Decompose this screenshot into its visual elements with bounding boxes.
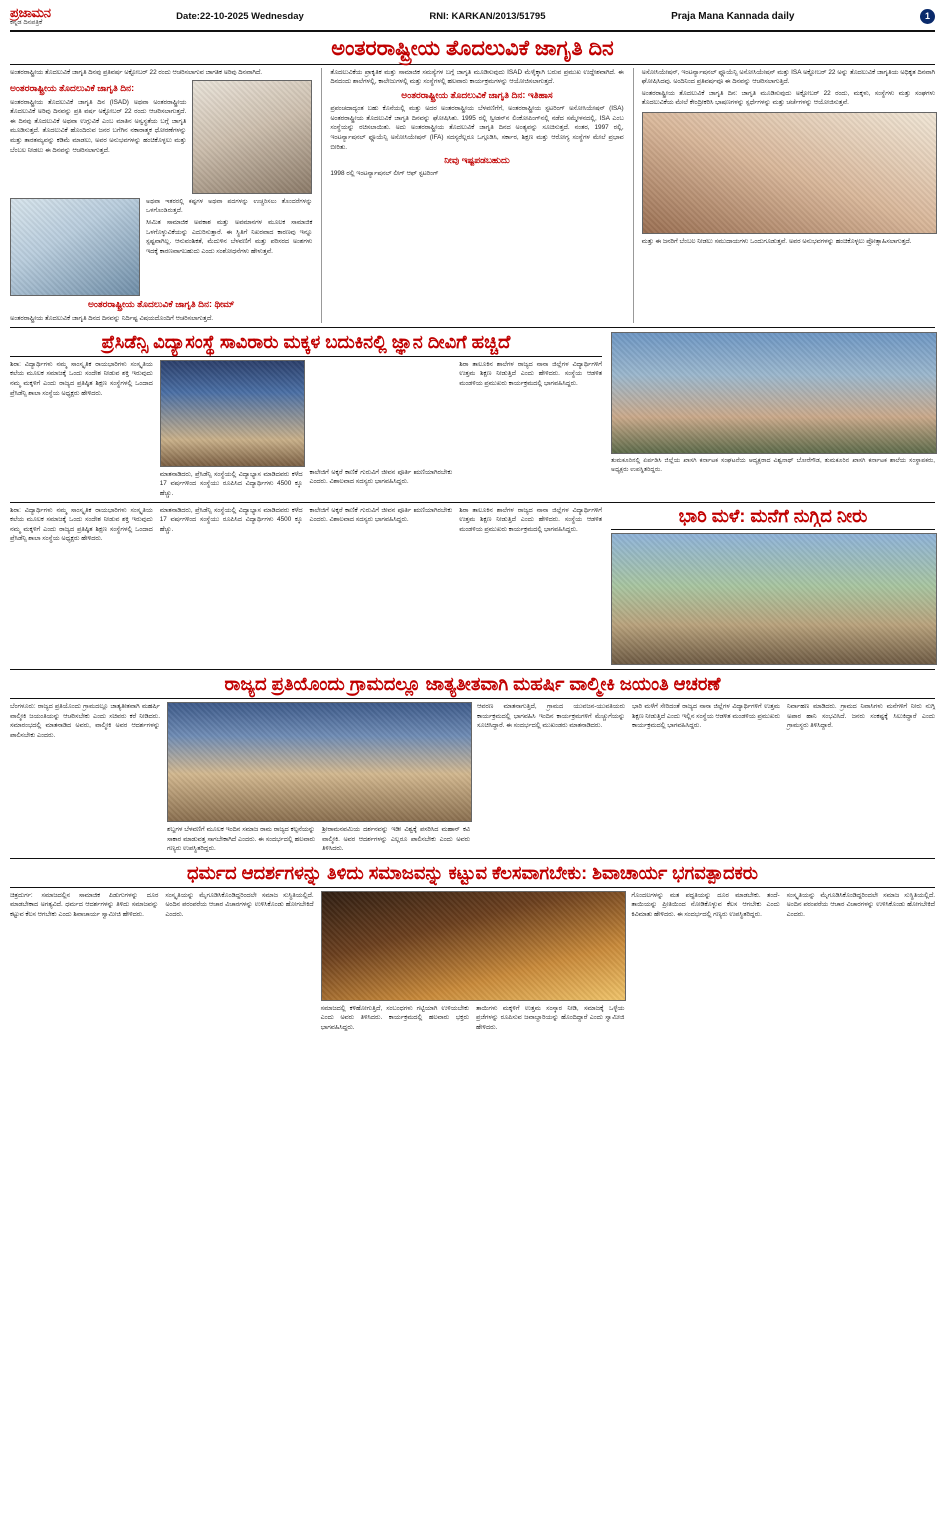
divider [10,669,935,670]
story1-photo-boy [192,80,312,194]
story5-photo-assembly [321,891,627,1001]
story3-headline: ಭಾರಿ ಮಳೆ: ಮನೆಗೆ ನುಗ್ಗಿದ ನೀರು [678,505,868,526]
publication-date: Date:22-10-2025 Wednesday [176,10,304,22]
story5-c6: ಸಂಸ್ಕೃತಿಯನ್ನು ಮೈಗೂಡಿಸಿಕೊಂಡಿದ್ದರಿಂದಲೇ ಸಮಾಜ ಸುಸ್ಥಿತಿಯಲ್ಲಿದೆ. ಅಂದಿನ ಪರಂಪರೆಯ ಆಚಾರ ವಿಚಾರಗಳನ್ನು ಉಳಿಸಿಕೊಂಡು ಹೋಗಬೇಕಿದೆ ಎಂದರು. [786,891,935,918]
story5 [10,863,935,1033]
story1-c2p1: ತೊದಲುವಿಕೆಯ ಪ್ರಾಕೃತಿಕ ಮತ್ತು ಸಾಮಾಜಿಕ ಸಮಸ್ಯೆಗಳ ಬಗ್ಗೆ ಜಾಗೃತಿ ಮೂಡಿಸುವುದು ISAD ಮೆಳೈಕ್ಕಾಗಿ ಬರುವ ಪ್ರಮುಖ ಉದ್ದೇಶವಾಗಿದೆ. ಈ ದಿನದಂದು ಶಾಲೆಗಳಲ್ಲಿ, ಕಾಲೇಜುಗಳಲ್ಲಿ ಮತ್ತು ಸಂಸ್ಥೆಗಳಲ್ಲಿ ಹಲವಾರು ಕಾರ್ಯಕ್ರಮಗಳನ್ನು ಆಯೋಜಿಸಲಾಗುತ್ತದೆ. [330,68,624,86]
divider [10,698,935,699]
story2-caption: ತುಮಕೂರಿನಲ್ಲಿ ಏರ್ಪಡಿಸಿ ಜಿಲ್ಲೆಯ ಖಾಸಗಿ ಕರ್ನಾಟಕ ಸಂಘಟನೆಯ ಆದ್ಯಕ್ಷರಾದ ವಿಶ್ವನಾಥ್ ಬೋರೆಗೌಡ, ತುಮಕೂರಿನ ಖಾಸಗಿ ಕರ್ನಾಟಕ ಶಾಲೆಯ ಸಂಸ್ಥಾಪಕರು, ಅಧ್ಯಕ್ಷರು ಉಪಸ್ಥಿತರಿದ್ದರು. [611,457,935,474]
story1-caption1: ಅಥವಾ ಇತರರಲ್ಲಿ ಕಷ್ಟಗಳ ಅಥವಾ ಪದಗಳನ್ನು ಉಚ್ಚರಿಸಲು ತೊಂದರೆಗಳನ್ನು ಒಳಗೊಂಡಿರುತ್ತದೆ. [146,198,313,215]
story2-photo-group [611,332,937,454]
story1-photo-mother-child [642,112,937,234]
story2-lower [10,506,602,666]
logo-title: ಪ್ರಜಾಮನ [10,5,51,20]
story1-headline: ಅಂತರರಾಷ್ಟ್ರೀಯ ತೊದಲುವಿಕೆ ಜಾಗೃತಿ ದಿನ [331,36,614,60]
story2-photo-stage [160,360,305,467]
story1-sub1: ಅಂತರರಾಷ್ಟ್ರೀಯ ತೊದಲುವಿಕೆ ಜಾಗೃತಿ ದಿನ: [10,83,135,94]
story1-c2p3: 1998 ರಲ್ಲಿ ಇಂಟರ್ನ್ಯಾಷನಲ್ ಲೀಗ್ ಆಫ್ ಸ್ಟಟರಿಂಗ್ [330,170,439,178]
story3-photo-flood [611,533,937,665]
story5-c4: ತಾಯಿಗಳು ಮಕ್ಕಳಿಗೆ ಉತ್ತಮ ಸಂಸ್ಕಾರ ನೀಡಿ, ಸಮಾಜಕ್ಕೆ ಒಳ್ಳೆಯ ಪ್ರಜೆಗಳನ್ನು ರೂಪಿಸುವ ಜವಾಬ್ದಾರಿಯನ್ನು ಹೊಂದಿದ್ದಾರೆ ಎಂದು ಸ್ವಾಮೀಜಿ ಹೇಳಿದರು. [475,1004,625,1031]
divider [10,64,935,65]
story2-lower-c2: ಮಾತನಾಡಿದರು, ಪ್ರೆಸಿಡೆನ್ಸಿ ಸಂಸ್ಥೆಯಲ್ಲಿ ವಿದ್ಯಾಭ್ಯಾಸ ಮಾಡಿದವರು ಕಳೆದ 17 ವರ್ಷಗಳಿಂದ ಸಂಸ್ಥೆಯು ರೂಪಿಸಿದ ವಿದ್ಯಾರ್ಥಿಗಳು 4500 ಕ್ಕೂ ಹೆಚ್ಚು. [159,506,303,533]
story2-col4: ಶಿರಾ ತಾಲೂಕಿನ ಶಾಲೆಗಳ ರಾಜ್ಯದ ನಾನಾ ಜಿಲ್ಲೆಗಳ ವಿದ್ಯಾರ್ಥಿಗಳಿಗೆ ಉತ್ತಮ ಶಿಕ್ಷಣ ನೀಡುತ್ತಿದೆ ಎಂದು ಹೇಳಿದರು. ಸಂಸ್ಥೆಯ ಆಡಳಿತ ಮಂಡಳಿಯ ಪ್ರಮುಖರು ಕಾರ್ಯಕ್ರಮದಲ್ಲಿ ಭಾಗವಹಿಸಿದ್ದರು. [459,360,602,388]
newspaper-logo [10,6,51,27]
divider [10,858,935,859]
divider [10,327,935,328]
story2-headline: ಪ್ರೆಸಿಡೆನ್ಸಿ ವಿದ್ಯಾಸಂಸ್ಥೆ ಸಾವಿರಾರು ಮಕ್ಕಳ ಬದುಕಿನಲ್ಲಿ ಜ್ಞಾನ ದೀವಿಗೆ ಹಚ್ಚಿದೆ [101,332,511,353]
story4-c1: ಬೆಂಗಳೂರು: ರಾಜ್ಯದ ಪ್ರತಿಯೊಂದು ಗ್ರಾಮದಲ್ಲೂ ಜಾತ್ಯತೀತವಾಗಿ ಮಹರ್ಷಿ ವಾಲ್ಮೀಕಿ ಜಯಂತಿಯನ್ನು ಆಚರಿಸಬೇಕು ಎಂದು ಸಚಿವರು ಕರೆ ನೀಡಿದರು. ಸಮಾರಂಭದಲ್ಲಿ ಮಾತನಾಡಿದ ಅವರು, ವಾಲ್ಮೀಕಿ ಅವರ ಆದರ್ಶಗಳನ್ನು ಪಾಲಿಸಬೇಕು ಎಂದರು. [10,703,160,739]
story2-lower-c1: ಶಿರಾ: ವಿದ್ಯಾರ್ಥಿಗಳು ನಮ್ಮ ಸಾಂಸ್ಕೃತಿಕ ರಾಯಭಾರಿಗಳು ಸಂಸ್ಕೃತಿಯ ಕಲೆಯ ಮೂಲಕ ಸಮಾಜಕ್ಕೆ ಒಂದು ಸಂದೇಶ ನೀಡುವ ಶಕ್ತಿ ಇರುವುದು ನಮ್ಮ ಮಕ್ಕಳಿಗೆ ಎಂದು ರಾಜ್ಯದ ಪ್ರತಿಷ್ಠಿತ ಶಿಕ್ಷಣ ಸಂಸ್ಥೆಗಳಲ್ಲಿ ಒಂದಾದ ಪ್ರೆಸಿಡೆನ್ಸಿ ಶಾಲಾ ಸಂಸ್ಥೆಯ ಅಧ್ಯಕ್ಷರು ಹೇಳಿದರು. [10,506,153,543]
rni-number: RNI: KARKAN/2013/51795 [429,10,546,22]
masthead [10,6,935,32]
story2-col1: ಶಿರಾ: ವಿದ್ಯಾರ್ಥಿಗಳು ನಮ್ಮ ಸಾಂಸ್ಕೃತಿಕ ರಾಯಭಾರಿಗಳು ಸಂಸ್ಕೃತಿಯ ಕಲೆಯ ಮೂಲಕ ಸಮಾಜಕ್ಕೆ ಒಂದು ಸಂದೇಶ ನೀಡುವ ಶಕ್ತಿ ಇರುವುದು ನಮ್ಮ ಮಕ್ಕಳಿಗೆ ಎಂದು ರಾಜ್ಯದ ಪ್ರತಿಷ್ಠಿತ ಶಿಕ್ಷಣ ಸಂಸ್ಥೆಗಳಲ್ಲಿ ಒಂದಾದ ಪ್ರೆಸಿಡೆನ್ಸಿ ಶಾಲಾ ಸಂಸ್ಥೆಯ ಅಧ್ಯಕ್ಷರು ಹೇಳಿದರು. [10,360,153,397]
story1-p2: ಸೀಮಿತ ಸಾಮಾಜಿಕ ಅವಕಾಶ ಮತ್ತು ಅವಮಾನಗಳ ಮೂಲಕ ಸಾಮಾಜಿಕ ಒಳಗೊಳ್ಳುವಿಕೆಯನ್ನು ಎದುರಿಸುತ್ತಾರೆ. ಈ ಸ್ಥಿತಿಗೆ ನಿಖರವಾದ ಕಾರಣವು ಇನ್ನೂ ಸ್ಪಷ್ಟವಾಗಿಲ್ಲ. ಆನುವಂಶಿಕತೆ, ಮೆದುಳಿನ ಬೆಳವಣಿಗೆ ಮತ್ತು ಪರಿಸರದ ಅಂಶಗಳು ಇದಕ್ಕೆ ಕಾರಣವಾಗಬಹುದು ಎಂದು ಸಂಶೋಧನೆಗಳು ಹೇಳುತ್ತವೆ. [146,219,313,256]
story1-body [10,68,935,323]
story1-c2p2: ಪ್ರಪಂಚದಾದ್ಯಂತ ಬಹು ಕೊನೆಯಲ್ಲಿ ಮತ್ತು ಅದರ ಅಂತರರಾಷ್ಟ್ರೀಯ ಬೆಳವಣಿಗೆಗೆ, ಅಂತರರಾಷ್ಟ್ರೀಯ ಸ್ಟಟರಿಂಗ್ ಅಸೋಸಿಯೇಷನ್ (ISA) ಅಂತರರಾಷ್ಟ್ರೀಯ ತೊದಲುವಿಕೆ ಜಾಗೃತಿ ದಿನವನ್ನು ಘೋಷಿಸಿತು. 1995 ರಲ್ಲಿ ಸ್ವೀಡನ್‌ನ ಲಿಂಕೋಪಿಂಗ್‌ನಲ್ಲಿ ನಡೆದ ಸಮ್ಮೇಳನದಲ್ಲಿ, ISA ಎಂಬ ಸಂಸ್ಥೆಯನ್ನು ರಚಿಸಲಾಯಿತು. ಅದು ಅಂತರರಾಷ್ಟ್ರೀಯ ತೊದಲುವಿಕೆ ಜಾಗೃತಿ ದಿನದ ಅಂತ್ಯವನ್ನು ಸೂಚಿಸುತ್ತದೆ. ನಂತರ, 1997 ರಲ್ಲಿ, ಇಂಟರ್ನ್ಯಾಷನಲ್ ಫ್ಲೂಯೆನ್ಸಿ ಅಸೋಸಿಯೇಷನ್ (IFA) ಸದಸ್ಯರೆಲ್ಲರೂ ಒಗ್ಗೂಡಿಸಿ, ಸರ್ಕಾರ, ಶಿಕ್ಷಣ ಮತ್ತು ಆರೋಗ್ಯ ಸಂಸ್ಥೆಗಳ ಮೇಲೆ ಪ್ರಭಾವ ಬೀರಿತು. [330,105,624,151]
story1-p1: ಅಂತರರಾಷ್ಟ್ರೀಯ ತೊದಲುವಿಕೆ ಜಾಗೃತಿ ದಿನ (ISAD) ಅಥವಾ ಅಂತರರಾಷ್ಟ್ರೀಯ ತೊದಲುವಿಕೆ ಅರಿವು ದಿನವನ್ನು ಪ್ರತಿ ವರ್ಷ ಅಕ್ಟೋಬರ್ 22 ರಂದು ಆಚರಿಸಲಾಗುತ್ತದೆ. ಈ ದಿನವು ತೊದಲುವಿಕೆ ಅಥವಾ ಉಗ್ಗುವಿಕೆ ಎಂಬ ಮಾತಿನ ಅಸ್ವಸ್ಥತೆಯ ಬಗ್ಗೆ ಜಾಗೃತಿ ಮೂಡಿಸುತ್ತದೆ. ತೊದಲುವಿಕೆ ಹೊಂದಿರುವ ಜನರ ಬಗೆಗಿನ ನಕಾರಾತ್ಮಕ ಧೋರಣೆಗಳನ್ನು ಮತ್ತು ತಾರತಮ್ಯವನ್ನು ಕಡಿಮೆ ಮಾಡಲು, ಅವರ ಅನುಭವಗಳನ್ನು ಹಂಚಿಕೊಳ್ಳಲು ಮತ್ತು ಬೆಂಬಲ ನೀಡಲು ಈ ದಿನವನ್ನು ಆಚರಿಸಲಾಗುತ್ತದೆ. [10,98,187,154]
story1-intro: ಅಂತರರಾಷ್ಟ್ರೀಯ ತೊದಲುವಿಕೆ ಜಾಗೃತಿ ದಿನವು ಪ್ರತಿವರ್ಷ ಅಕ್ಟೋಬರ್ 22 ರಂದು ಆಚರಿಸಲಾಗುವ ಜಾಗತಿಕ ಅರಿವು ದಿನವಾಗಿದೆ. [10,68,262,76]
story1-col2 [321,68,623,323]
story2-col2-text: ಮಾತನಾಡಿದರು, ಪ್ರೆಸಿಡೆನ್ಸಿ ಸಂಸ್ಥೆಯಲ್ಲಿ ವಿದ್ಯಾಭ್ಯಾಸ ಮಾಡಿದವರು ಕಳೆದ 17 ವರ್ಷಗಳಿಂದ ಸಂಸ್ಥೆಯು ರೂಪಿಸಿದ ವಿದ್ಯಾರ್ಥಿಗಳು 4500 ಕ್ಕೂ ಹೆಚ್ಚು. [159,470,303,498]
divider [10,356,602,357]
story1-c2sub2: ನೀವು ಇಷ್ಟಪಡಬಹುದು [444,155,510,166]
story5-c3: ಸಮಾಜದಲ್ಲಿ ಕಳಿಹೋಗುತ್ತಿದೆ, ಸಂಬಂಧಗಳು ಗಟ್ಟಿಯಾಗಿ ಉಳಿಯಬೇಕು ಎಂದು ಅವರು ತಿಳಿಸಿದರು. ಕಾರ್ಯಕ್ರಮದಲ್ಲಿ ಹಲವಾರು ಭಕ್ತರು ಭಾಗವಹಿಸಿದ್ದರು. [320,1004,469,1031]
story2-lower-c3: ಕಾಲೇಜಿಗೆ ಅಕ್ಕರೆ ಕಾಣಿಕೆ ಗುರುವಿಗೆ ಜೀವನ ಪೂರ್ತಿ ಋಣಿಯಾಗಿರಬೇಕು ಎಂದರು. ವಿಶಾಲವಾದ ಸದಸ್ಯರು ಭಾಗವಹಿಸಿದ್ದರು. [309,506,453,524]
story3 [611,506,935,666]
divider [611,529,935,530]
story1-col1 [10,68,312,323]
divider [10,502,935,503]
page-number: 1 [920,9,935,24]
story1-sub2: ಅಂತರರಾಷ್ಟ್ರೀಯ ತೊದಲುವಿಕೆ ಜಾಗೃತಿ ದಿನ: ಥೀಮ್ [87,299,235,310]
story1-photo-toddler [10,198,140,296]
story1-p3: ಅಂತರರಾಷ್ಟ್ರೀಯ ತೊದಲುವಿಕೆ ಜಾಗೃತಿ ದಿನದ ದಿನವನ್ನು ನಿರ್ದಿಷ್ಟ ವಿಷಯದೊಂದಿಗೆ ಆಚರಿಸಲಾಗುತ್ತದೆ. [10,314,213,322]
story2 [10,332,602,499]
story1-c3p1: ಅಸೋಸಿಯೇಷನ್, ಇಂಟರ್ನ್ಯಾಷನಲ್ ಫ್ಲೂಯೆನ್ಸಿ ಅಸೋಸಿಯೇಷನ್ ಮತ್ತು ISA ಅಕ್ಟೋಬರ್ 22 ಅನ್ನು ತೊದಲುವಿಕೆ ಜಾಗೃತಿಯ ಅಧಿಕೃತ ದಿನವಾಗಿ ಘೋಷಿಸಿದವು. ಅಂದಿನಿಂದ ಪ್ರತಿವರ್ಷವೂ ಈ ದಿನವನ್ನು ಆಚರಿಸಲಾಗುತ್ತಿದೆ. [641,68,935,86]
story1-col3 [633,68,935,323]
story4-c2: ಶಬ್ದಗಳ ಬೆಳವಣಿಗೆ ಮೂಲಕ ಇಂದಿನ ಸಮಾಜ ರಾಮ ರಾಜ್ಯದ ಕಲ್ಪನೆಯನ್ನು ಸಾಕಾರ ಮಾಡುವತ್ತ ಸಾಗಬೇಕಾಗಿದೆ ಎಂದರು. ಈ ಸಂದರ್ಭದಲ್ಲಿ ಹಲವಾರು ಗಣ್ಯರು ಉಪಸ್ಥಿತರಿದ್ದರು. [167,826,315,853]
story1-c2sub: ಅಂತರರಾಷ್ಟ್ರೀಯ ತೊದಲುವಿಕೆ ಜಾಗೃತಿ ದಿನ: ಇತಿಹಾಸ [401,89,553,100]
story5-c1: ಚಿತ್ರದುರ್ಗ: ಸಮಾಜದಲ್ಲಿನ ಸಾಮಾಜಿಕ ಪಿಡುಗುಗಳನ್ನು ದೂರ ಮಾಡಬೇಕಾದ ಅಗತ್ಯವಿದೆ. ಧರ್ಮದ ಆದರ್ಶಗಳನ್ನು ತಿಳಿದು ಸಮಾಜವನ್ನು ಕಟ್ಟುವ ಕೆಲಸ ಆಗಬೇಕು ಎಂದು ಶಿವಾಚಾರ್ಯ ಸ್ವಾಮೀಜಿ ಹೇಳಿದರು. [10,891,159,918]
story2-col3 [310,360,453,499]
story4-photo-procession [167,702,472,822]
story2-col3-text: ಕಾಲೇಜಿಗೆ ಅಕ್ಕರೆ ಕಾಣಿಕೆ ಗುರುವಿಗೆ ಜೀವನ ಪೂರ್ತಿ ಋಣಿಯಾಗಿರಬೇಕು ಎಂದರು. ವಿಶಾಲವಾದ ಸದಸ್ಯರು ಭಾಗವಹಿಸಿದ್ದರು. [309,468,453,486]
story4-headline: ರಾಜ್ಯದ ಪ್ರತಿಯೊಂದು ಗ್ರಾಮದಲ್ಲೂ ಜಾತ್ಯತೀತವಾಗಿ ಮಹರ್ಷಿ ವಾಲ್ಮೀಕಿ ಜಯಂತಿ ಆಚರಣೆ [224,674,721,695]
story4 [10,674,935,854]
story5-headline: ಧರ್ಮದ ಆದರ್ಶಗಳನ್ನು ತಿಳಿದು ಸಮಾಜವನ್ನು ಕಟ್ಟುವ ಕೆಲಸವಾಗಬೇಕು: ಶಿವಾಚಾರ್ಯ ಭಗವತ್ಪಾದಕರು [186,862,759,883]
story5-c2: ಸಂಸ್ಕೃತಿಯನ್ನು ಮೈಗೂಡಿಸಿಕೊಂಡಿದ್ದರಿಂದಲೇ ಸಮಾಜ ಸುಸ್ಥಿತಿಯಲ್ಲಿದೆ. ಅಂದಿನ ಪರಂಪರೆಯ ಆಚಾರ ವಿಚಾರಗಳನ್ನು ಉಳಿಸಿಕೊಂಡು ಹೋಗಬೇಕಿದೆ ಎಂದರು. [165,891,314,918]
story2-photo-side [611,332,935,499]
story4-c3: ಶ್ರೀರಾಮನವಮಿಯ ದರ್ಶನವನ್ನು ಇಡೀ ವಿಶ್ವಕ್ಕೆ ಪಸರಿಸಿದ ಮಹಾನ್ ಕವಿ ವಾಲ್ಮೀಕಿ. ಅವರ ಆದರ್ಶಗಳನ್ನು ಎಲ್ಲರೂ ಪಾಲಿಸಬೇಕು ಎಂದು ಅವರು ತಿಳಿಸಿದರು. [322,826,470,853]
english-title: Praja Mana Kannada daily [671,10,795,22]
logo-subtitle: ಕನ್ನಡ ದಿನಪತ್ರಿಕೆ [10,19,43,26]
story1-c3p3: ಮತ್ತು ಈ ಜನರಿಗೆ ಬೆಂಬಲ ನೀಡಲು ಸಮುದಾಯಗಳು ಒಂದುಗೂಡುತ್ತವೆ. ಅವರ ಅನುಭವಗಳನ್ನು ಹಂಚಿಕೊಳ್ಳಲು ಪ್ರೋತ್ಸಾಹಿಸಲಾಗುತ್ತದೆ. [641,238,912,246]
story1-c3p2: ಅಂತರರಾಷ್ಟ್ರೀಯ ತೊದಲುವಿಕೆ ಜಾಗೃತಿ ದಿನ: ಜಾಗೃತಿ ಮೂಡಿಸುವುದು ಅಕ್ಟೋಬರ್ 22 ರಂದು, ಮಕ್ಕಳು, ಸಂಸ್ಥೆಗಳು ಮತ್ತು ಸಂಘಗಳು ತೊದಲುವಿಕೆಯ ಮೇಲೆ ಕೇಂದ್ರೀಕರಿಸಿ ಭಾಷಣಗಳನ್ನು ಸ್ಪರ್ಧೆಗಳನ್ನು ಮತ್ತು ಚರ್ಚೆಗಳನ್ನು ಆಯೋಜಿಸುತ್ತವೆ. [641,89,935,107]
story4-c4: ಆವರಣ ಮಾತನಾಗುತ್ತಿದೆ, ಗ್ರಾಮದ ಯುವಜನ-ಯುವತಿಯರು ಕಾರ್ಯಕ್ರಮದಲ್ಲಿ ಭಾಗವಹಿಸಿ ಇಂದಿನ ಕಾರ್ಯಕ್ರಮಗಳಿಗೆ ಮೆಚ್ಚುಗೆಯನ್ನು ಸೂಚಿಸಿದ್ದಾರೆ. ಈ ಸಂದರ್ಭದಲ್ಲಿ ಮುಖಂಡರು ಮಾತನಾಡಿದರು. [477,703,625,730]
divider [10,887,935,888]
story3-c2: ನಿರ್ವಾಹಣ ಮಾಡಿದರು. ಗ್ರಾಮದ ನಿವಾಸಿಗಳು ಮನೆಗಳಿಗೆ ನೀರು ನುಗ್ಗಿ ಅಪಾರ ಹಾನಿ ಸಂಭವಿಸಿದೆ. ಜನರು ಸಂಕಷ್ಟಕ್ಕೆ ಸಿಲುಕಿದ್ದಾರೆ ಎಂದು ಗ್ರಾಮಸ್ಥರು ತಿಳಿಸಿದ್ದಾರೆ. [787,703,935,730]
story2-lower-c4: ಶಿರಾ ತಾಲೂಕಿನ ಶಾಲೆಗಳ ರಾಜ್ಯದ ನಾನಾ ಜಿಲ್ಲೆಗಳ ವಿದ್ಯಾರ್ಥಿಗಳಿಗೆ ಉತ್ತಮ ಶಿಕ್ಷಣ ನೀಡುತ್ತಿದೆ ಎಂದು ಹೇಳಿದರು. ಸಂಸ್ಥೆಯ ಆಡಳಿತ ಮಂಡಳಿಯ ಪ್ರಮುಖರು ಕಾರ್ಯಕ್ರಮದಲ್ಲಿ ಭಾಗವಹಿಸಿದ್ದರು. [459,506,602,533]
story3-c1: ಭಾರಿ ಮಳೆಗೆ ಸೇರಿದಂತೆ ರಾಜ್ಯದ ನಾನಾ ಜಿಲ್ಲೆಗಳ ವಿದ್ಯಾರ್ಥಿಗಳಿಗೆ ಉತ್ತಮ ಶಿಕ್ಷಣ ನೀಡುತ್ತಿದೆ ಎಂದು ಇಲ್ಲಿನ ಸಂಸ್ಥೆಯ ಆಡಳಿತ ಮಂಡಳಿಯ ಪ್ರಮುಖರು ಕಾರ್ಯಕ್ರಮದಲ್ಲಿ ಭಾಗವಹಿಸಿದ್ದರು. [632,703,780,730]
story5-c5: ಗೊಂದಲಗಳನ್ನು ಮತ ಪದ್ಧತಿಯನ್ನು ದೂರ ಮಾಡಬೇಕು. ತಂದೆ-ತಾಯಿಯನ್ನು ಪ್ರೀತಿಯಿಂದ ನೋಡಿಕೊಳ್ಳುವ ಕೆಲಸ ಆಗಬೇಕು ಎಂದು ಕಿವಿಮಾತು ಹೇಳಿದರು. ಈ ಸಂದರ್ಭದಲ್ಲಿ ಗಣ್ಯರು ಉಪಸ್ಥಿತರಿದ್ದರು. [631,891,780,918]
story2-col2 [160,360,303,499]
